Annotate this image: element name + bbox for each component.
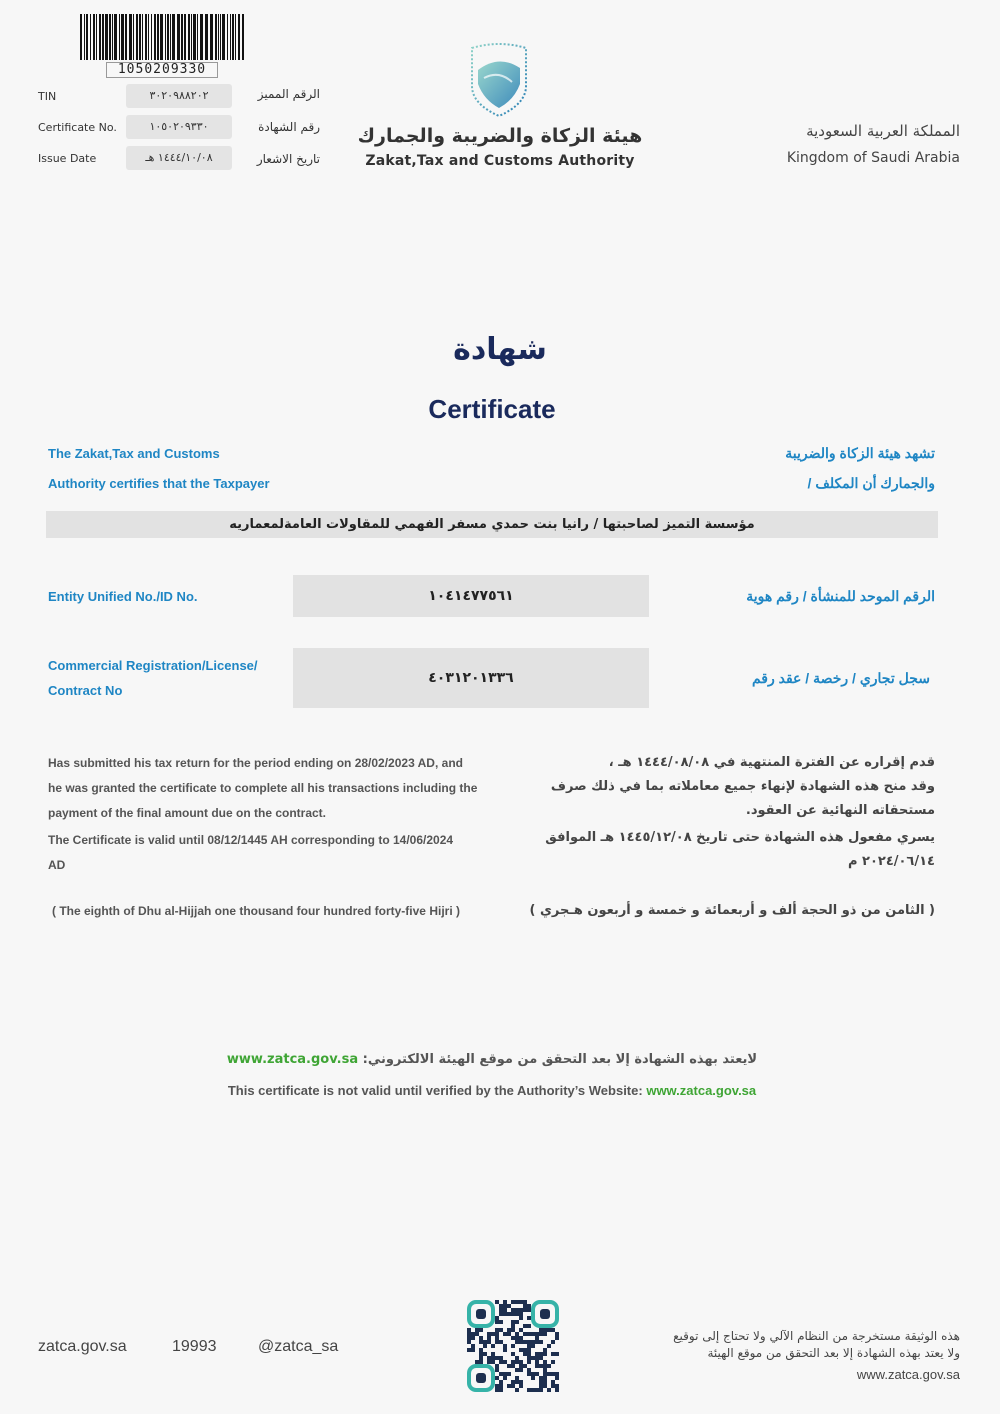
tin-label-ar: الرقم المميز <box>257 87 320 101</box>
verify-ar-link[interactable]: www.zatca.gov.sa <box>226 1052 359 1067</box>
kingdom-name-en: Kingdom of Saudi Arabia <box>786 150 960 166</box>
title-ar: شهادة <box>453 332 547 367</box>
qr-code <box>467 1300 559 1392</box>
cert-no-label-en: Certificate No. <box>38 121 117 134</box>
certifies-ar-line2: والجمارك أن المكلف / <box>807 475 935 491</box>
commercial-value: ٤٠٣١٢٠١٣٣٦ <box>293 648 649 708</box>
verify-en <box>0 1083 984 1098</box>
verify-ar-text: لايعتد بهذه الشهادة إلا بعد التحقق من موقع الهيئة الالكتروني: <box>362 1052 758 1067</box>
footer-website[interactable]: zatca.gov.sa <box>38 1338 127 1355</box>
body-ar-line: ٢٠٢٤/٠٦/١٤ م <box>847 854 935 869</box>
barcode-number: 1050209330 <box>106 62 218 78</box>
authority-name-ar: هيئة الزكاة والضريبة والجمارك <box>357 125 643 147</box>
title-en: Certificate <box>428 394 556 424</box>
issue-date-label-ar: تاريخ الاشعار <box>256 152 320 166</box>
authority-name-en: Zakat,Tax and Customs Authority <box>365 153 635 169</box>
footer-note-url[interactable]: www.zatca.gov.sa <box>856 1367 960 1382</box>
body-ar-line: يسري مفعول هذه الشهادة حتى تاريخ ١٤٤٥/١٢/٠٨ هـ الموافق <box>545 830 935 845</box>
hijri-en: ( The eighth of Dhu al-Hijjah one thousand four hundred forty-five Hijri ) <box>52 904 460 918</box>
body-ar-line: وقد منح هذه الشهادة لإنهاء جميع معاملاته بما في ذلك صرف <box>550 779 935 794</box>
footer-phone: 19993 <box>172 1338 217 1355</box>
commercial-label-en-line2: Contract No <box>48 683 123 698</box>
body-en <box>48 751 508 878</box>
verify-en-text: This certificate is not valid until verified by the Authority’s Website: <box>227 1083 643 1098</box>
tin-label-en: TIN <box>38 90 57 103</box>
body-en-line: Has submitted his tax return for the period ending on 28/02/2023 AD, and <box>48 756 463 770</box>
kingdom-name-ar: المملكة العربية السعودية <box>806 122 960 140</box>
verify-en-link[interactable]: www.zatca.gov.sa <box>646 1083 757 1098</box>
body-en-line: payment of the final amount due on the contract. <box>48 806 327 820</box>
certifies-en-line1: The Zakat,Tax and Customs <box>48 446 220 461</box>
body-en-line: The Certificate is valid until 08/12/1445 AH corresponding to 14/06/2024 <box>48 833 454 847</box>
certifies-ar-line1: تشهد هيئة الزكاة والضريبة <box>785 445 935 461</box>
issue-date-label-en: Issue Date <box>38 152 97 165</box>
hijri-ar: ( الثامن من ذو الحجة ألف و أربعمائة و خمسة و أربعون هـجري ) <box>529 903 935 918</box>
qr-code-graphic <box>467 1300 559 1392</box>
cert-no-value: ١٠٥٠٢٠٩٣٣٠ <box>126 115 232 139</box>
commercial-label-ar: سجل تجاري / رخصة / عقد رقم <box>751 670 930 686</box>
entity-value: ١٠٤١٤٧٧٥٦١ <box>293 575 649 617</box>
body-ar-line: مستحقاته النهائية عن العقود. <box>745 803 935 818</box>
body-ar-line: قدم إقراره عن الفترة المنتهية في ١٤٤٤/٠٨/٠٨ هـ ، <box>608 755 935 770</box>
barcode-bars <box>78 14 246 60</box>
issue-date-value: ١٤٤٤/١٠/٠٨ هـ <box>126 146 232 170</box>
footer-note-ar-line: ولا يعتد بهذه الشهادة إلا بعد التحقق من موقع الهيئة <box>707 1346 960 1360</box>
body-en-line: he was granted the certificate to complete all his transactions including the <box>48 781 478 795</box>
certifies-en-line2: Authority certifies that the Taxpayer <box>48 476 270 491</box>
entity-label-ar: الرقم الموحد للمنشأة / رقم هوية <box>746 588 935 604</box>
footer-note-ar-line: هذه الوثيقة مستخرجة من النظام الآلي ولا تحتاج إلى توقيع <box>673 1329 960 1343</box>
footer-social[interactable]: @zatca_sa <box>258 1338 339 1355</box>
body-en-line: AD <box>48 858 66 872</box>
verify-ar <box>0 1052 984 1067</box>
body-ar <box>535 751 935 874</box>
footer-note-ar <box>600 1328 960 1362</box>
barcode <box>78 14 246 76</box>
cert-no-label-ar: رقم الشهادة <box>258 120 320 134</box>
taxpayer-name: مؤسسة التميز لصاحبتها / رانيا بنت حمدي مسفر الفهمي للمقاولات العامةلمعماريه <box>46 511 938 538</box>
tin-value: ٣٠٢٠٩٨٨٢٠٢ <box>126 84 232 108</box>
zatca-logo <box>466 42 532 118</box>
entity-label-en: Entity Unified No./ID No. <box>48 589 198 604</box>
commercial-label-en-line1: Commercial Registration/License/ <box>48 658 258 673</box>
